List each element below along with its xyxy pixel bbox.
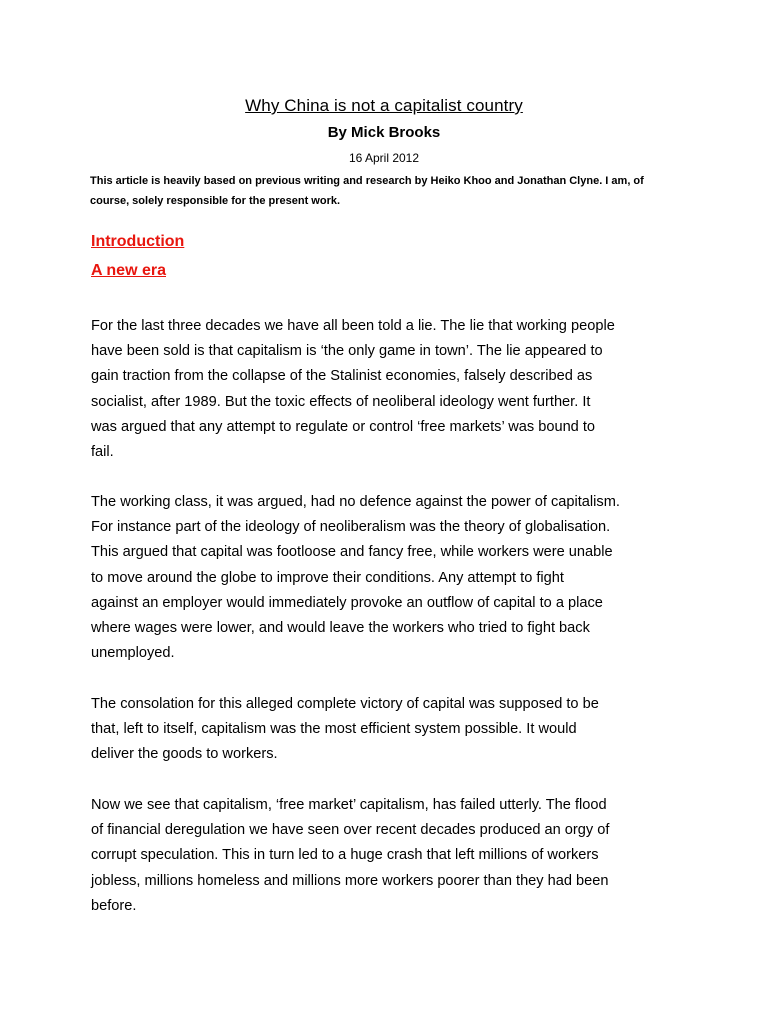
paragraph-line: corrupt speculation. This in turn led to a huge crash that left millions of workers — [91, 847, 599, 864]
body-paragraph — [91, 692, 681, 768]
body-paragraph — [91, 490, 681, 666]
paragraph-line: before. — [91, 897, 137, 914]
paragraph-line: where wages were lower, and would leave the workers who tried to fight back — [91, 620, 590, 637]
paragraph-line: was argued that any attempt to regulate or control ‘free markets’ was bound to — [91, 418, 596, 435]
document-title: Why China is not a capitalist country — [245, 96, 523, 115]
paragraph-line: For the last three decades we have all been told a lie. The lie that working people — [91, 318, 615, 334]
paragraph-line: deliver the goods to workers. — [91, 746, 278, 763]
document-author: By Mick Brooks — [327, 124, 441, 141]
attribution-note — [90, 171, 690, 211]
paragraph-line: The consolation for this alleged complete victory of capital was supposed to be — [91, 696, 599, 712]
paragraph-line: This argued that capital was footloose and fancy free, while workers were unable — [91, 544, 613, 561]
paragraph-line: socialist, after 1989. But the toxic effects of neoliberal ideology went further. It — [91, 393, 591, 410]
paragraph-line: Now we see that capitalism, ‘free market’ capitalism, has failed utterly. The flood — [91, 797, 607, 813]
document-date: 16 April 2012 — [348, 151, 420, 165]
paragraph-line: that, left to itself, capitalism was the most efficient system possible. It would — [91, 721, 577, 738]
section-heading-introduction: Introduction — [91, 233, 185, 250]
body-paragraph — [91, 793, 681, 919]
paragraph-line: The working class, it was argued, had no defence against the power of capitalism. — [91, 494, 620, 510]
paragraph-line: gain traction from the collapse of the Stalinist economies, falsely described as — [91, 368, 593, 385]
paragraph-line: have been sold is that capitalism is ‘the only game in town’. The lie appeared to — [91, 343, 603, 360]
attribution-note-line: course, solely responsible for the present work. — [90, 195, 341, 207]
paragraph-line: For instance part of the ideology of neoliberalism was the theory of globalisation. — [91, 519, 611, 536]
paragraph-line: of financial deregulation we have seen over recent decades produced an orgy of — [91, 822, 610, 839]
paragraph-line: to move around the globe to improve their conditions. Any attempt to fight — [91, 569, 564, 586]
attribution-note-line: This article is heavily based on previous writing and research by Heiko Khoo and Jonathan Clyne. I am, of — [90, 175, 644, 187]
paragraph-line: against an employer would immediately provoke an outflow of capital to a place — [91, 594, 603, 611]
section-heading-new-era: A new era — [91, 262, 166, 279]
body-paragraph — [91, 314, 681, 465]
paragraph-line: unemployed. — [91, 645, 175, 662]
paragraph-line: jobless, millions homeless and millions more workers poorer than they had been — [91, 872, 609, 889]
paragraph-line: fail. — [91, 444, 114, 461]
